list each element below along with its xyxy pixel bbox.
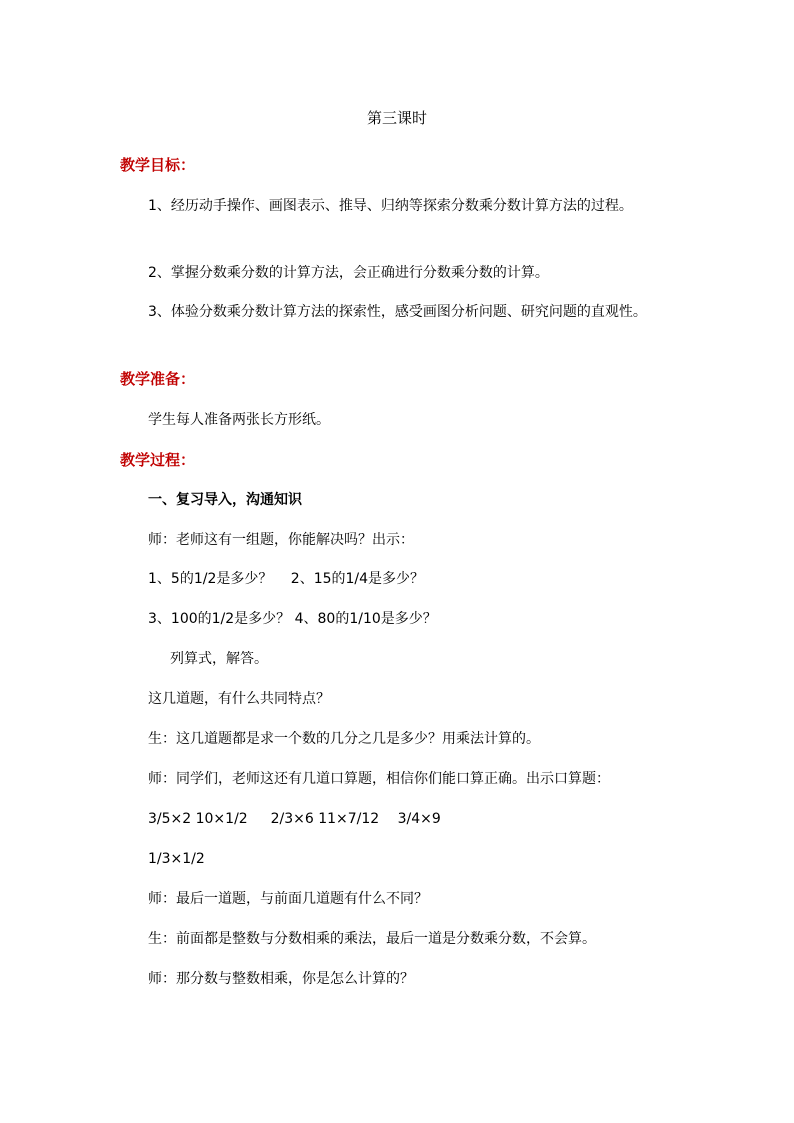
page-title: 第三课时 bbox=[366, 109, 427, 127]
process-line-3: 3、100的1/2是多少？ 4、80的1/10是多少？ bbox=[148, 611, 437, 627]
preparation-heading: 教学准备： bbox=[120, 370, 196, 388]
objectives-heading: 教学目标： bbox=[120, 156, 196, 174]
objective-item-3: 3、体验分数乘分数计算方法的探索性，感受画图分析问题、研究问题的直观性。 bbox=[148, 304, 647, 320]
process-line-9: 1/3×1/2 bbox=[148, 851, 205, 867]
objective-item-1: 1、经历动手操作、画图表示、推导、归纳等探索分数乘分数计算方法的过程。 bbox=[148, 198, 633, 214]
process-line-5: 这几道题，有什么共同特点？ bbox=[148, 691, 330, 707]
process-line-6: 生：这几道题都是求一个数的几分之几是多少？用乘法计算的。 bbox=[148, 731, 540, 747]
process-line-8: 3/5×2 10×1/2 2/3×6 11×7/12 3/4×9 bbox=[148, 811, 441, 827]
process-line-11: 生：前面都是整数与分数相乘的乘法，最后一道是分数乘分数，不会算。 bbox=[148, 931, 596, 947]
process-line-12: 师：那分数与整数相乘，你是怎么计算的？ bbox=[148, 971, 414, 987]
objective-item-2: 2、掌握分数乘分数的计算方法，会正确进行分数乘分数的计算。 bbox=[148, 265, 549, 281]
process-line-2: 1、5的1/2是多少？ 2、15的1/4是多少？ bbox=[148, 571, 425, 587]
process-heading: 教学过程： bbox=[120, 451, 196, 469]
preparation-text: 学生每人准备两张长方形纸。 bbox=[148, 412, 330, 428]
process-line-1: 师：老师这有一组题，你能解决吗？出示： bbox=[148, 532, 414, 548]
section-heading: 一、复习导入，沟通知识 bbox=[148, 492, 302, 508]
process-line-7: 师：同学们，老师这还有几道口算题，相信你们能口算正确。出示口算题： bbox=[148, 771, 610, 787]
process-line-10: 师：最后一道题，与前面几道题有什么不同？ bbox=[148, 891, 428, 907]
process-line-4: 列算式，解答。 bbox=[170, 651, 268, 667]
